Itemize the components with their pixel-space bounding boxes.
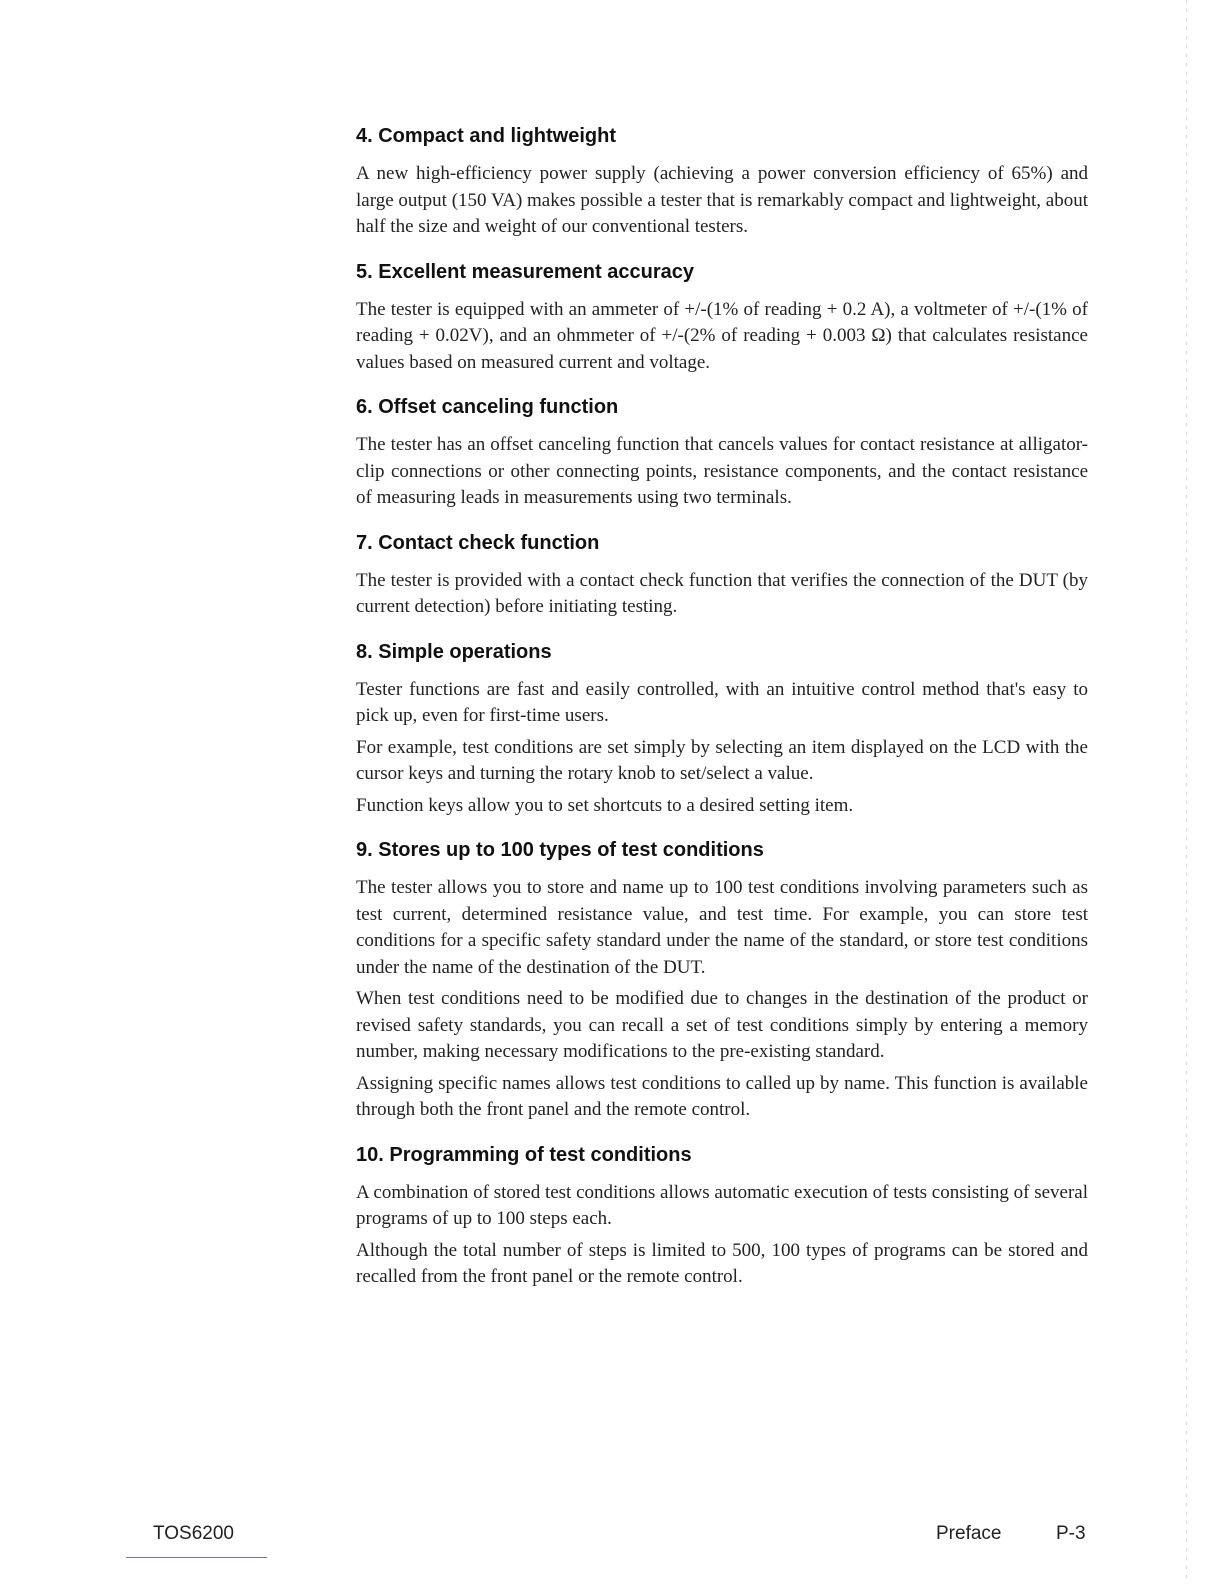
section-paragraph: Function keys allow you to set shortcuts to a desired setting item. (356, 794, 854, 816)
section-paragraph: Assigning specific names allows test conditions to called up by name. This function is available through both the front panel and the remote control. (356, 1072, 1088, 1120)
section-paragraph: When test conditions need to be modified due to changes in the destination of the product or revised safety standards, you can recall a set of test conditions simply by entering a memory number, making necessary modifications to the pre-existing standard. (356, 988, 1088, 1062)
footer-section-name: Preface (936, 1523, 1002, 1544)
section-heading: 7. Contact check function (356, 531, 600, 554)
section-offset-canceling (356, 393, 1088, 512)
section-heading: 4. Compact and lightweight (356, 125, 617, 147)
section-heading: 5. Excellent measurement accuracy (356, 260, 694, 283)
section-programming-test-conditions (356, 1141, 1088, 1291)
scan-edge-artifact (1186, 0, 1187, 1584)
section-heading: 10. Programming of test conditions (356, 1143, 692, 1166)
section-paragraph: The tester has an offset canceling function that cancels values for contact resistance at alligator-clip connections or other connecting points, resistance components, and the contact resistance of measuring leads in measurements using two terminals. (356, 434, 1088, 508)
section-stores-test-conditions (356, 836, 1088, 1124)
section-paragraph: The tester allows you to store and name up to 100 test conditions involving parameters such as test current, determined resistance value, and test time. For example, you can store test conditions for a specific safety standard under the name of the standard, or store test conditions under the name of the destination of the DUT. (356, 877, 1088, 978)
section-heading: 9. Stores up to 100 types of test conditions (356, 839, 764, 861)
section-simple-operations (356, 638, 1088, 820)
section-paragraph: Tester functions are fast and easily controlled, with an intuitive control method that's easy to pick up, even for first-time users. (356, 678, 1088, 726)
section-paragraph: A new high-efficiency power supply (achieving a power conversion efficiency of 65%) and large output (150 VA) makes possible a tester that is remarkably compact and lightweight, about half the size and weight of our conventional testers. (356, 163, 1088, 237)
footer-page-number: P-3 (1056, 1523, 1086, 1544)
section-paragraph: For example, test conditions are set simply by selecting an item displayed on the LCD with the cursor keys and turning the rotary knob to set/select a value. (356, 736, 1088, 784)
section-measurement-accuracy (356, 258, 1088, 377)
footer-model: TOS6200 (153, 1523, 234, 1544)
section-compact-lightweight (356, 122, 1088, 241)
section-paragraph: The tester is provided with a contact check function that verifies the connection of the DUT (by current detection) before initiating testing. (356, 569, 1088, 617)
section-heading: 8. Simple operations (356, 640, 552, 663)
footer-rule (126, 1557, 267, 1558)
section-paragraph: The tester is equipped with an ammeter of +/-(1% of reading + 0.2 A), a voltmeter of +/-(1% of reading + 0.02V), and an ohmmeter of +/-(2% of reading + 0.003 Ω) that calculates resistance values based on measured current and voltage. (356, 298, 1088, 373)
section-contact-check (356, 529, 1088, 621)
section-heading: 6. Offset canceling function (356, 396, 619, 418)
section-paragraph: A combination of stored test conditions allows automatic execution of tests consisting of several programs of up to 100 steps each. (356, 1181, 1088, 1229)
section-paragraph: Although the total number of steps is limited to 500, 100 types of programs can be stored and recalled from the front panel or the remote control. (356, 1239, 1088, 1287)
page-body (356, 122, 1088, 1296)
